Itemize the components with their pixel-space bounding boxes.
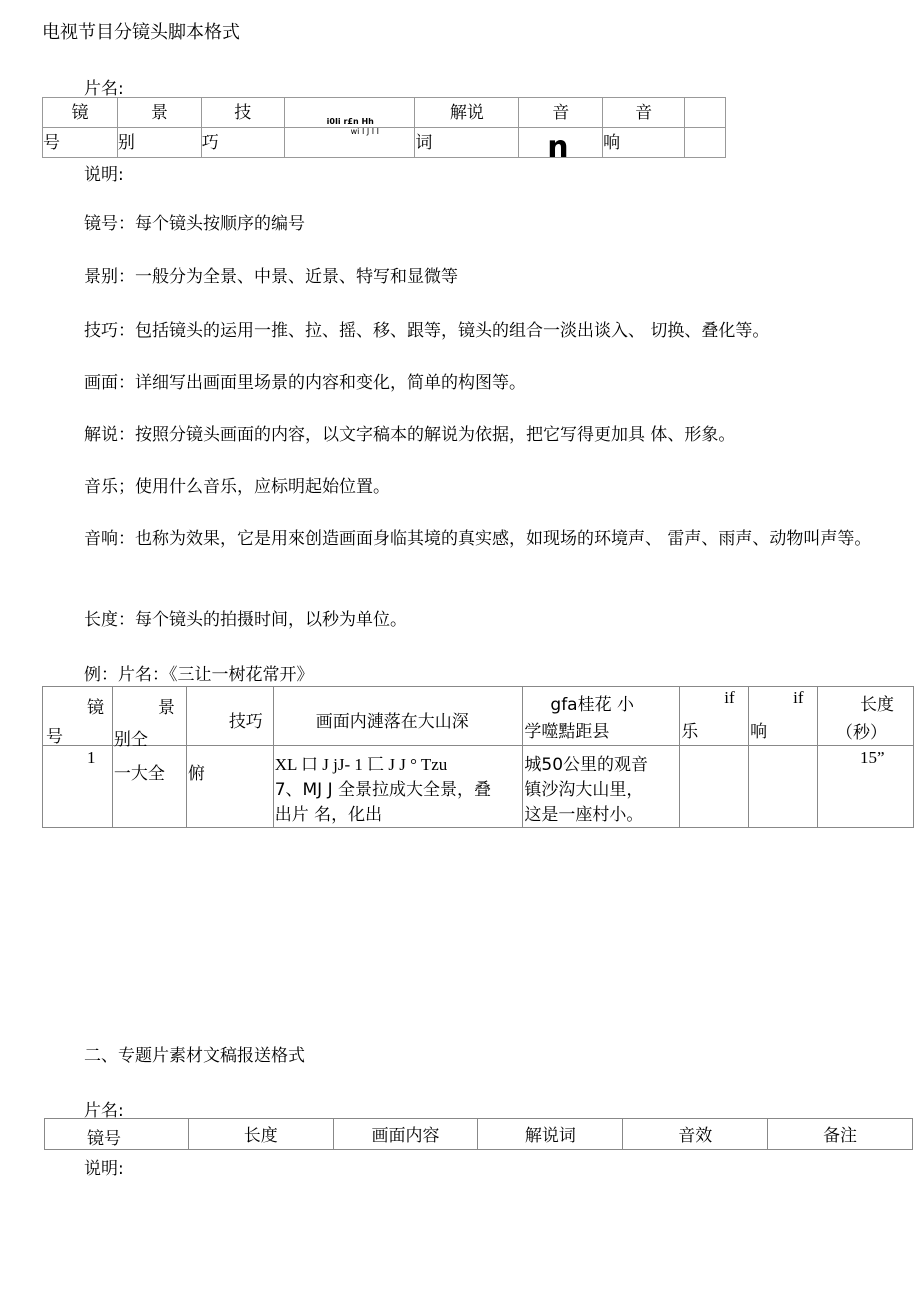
note-shot-number: 镜号：每个镜头按顺序的编号 — [84, 214, 305, 234]
table-cell: 备注 — [768, 1119, 913, 1150]
table-cell: 解说 — [415, 98, 519, 128]
table-row — [43, 128, 726, 158]
table-cell: 长度 — [188, 1119, 333, 1150]
submission-format-table — [44, 1118, 913, 1150]
table-cell: 一大全 — [112, 746, 186, 828]
note-picture: 画面：详细写出画面里场景的内容和变化，简单的构图等。 — [84, 373, 526, 393]
table-cell: 俯 — [186, 746, 273, 828]
table-cell — [749, 746, 818, 828]
table-cell: 音效 — [623, 1119, 768, 1150]
notes-label: 说明: — [84, 160, 124, 185]
section2-film-name-label: 片名: — [84, 1101, 124, 1121]
table-cell: 画面内容 — [333, 1119, 478, 1150]
table-cell: gfa桂花 小 学噬黠距县 — [523, 687, 680, 746]
table-cell: 15” — [818, 746, 914, 828]
note-music: 音乐；使用什么音乐，应标明起始位置。 — [84, 477, 390, 497]
table-cell: 长度 （秒） — [818, 687, 914, 746]
table-cell: 镜 — [43, 98, 118, 128]
note-technique: 技巧：包括镜头的运用一推、拉、摇、移、跟等，镜头的组合一淡出谈入、 切换、叠化等。 — [84, 321, 770, 341]
table-row — [43, 746, 914, 828]
section2-notes-label: 说明: — [84, 1159, 124, 1179]
table-cell — [284, 98, 415, 128]
example-label: 例：片名：《三让一树花常开》 — [84, 665, 314, 685]
table-cell — [685, 128, 726, 158]
note-length: 长度：每个镜头的拍摄时间，以秒为单位。 — [84, 610, 407, 630]
table-cell: 号 — [43, 128, 118, 158]
table-cell: 1 — [43, 746, 113, 828]
note-shot-scale: 景别：一般分为全景、中景、近景、特写和显微等 — [84, 267, 458, 287]
table-cell: 城50公里的观音 镇沙沟大山里， 这是一座村小。 — [523, 746, 680, 828]
table-cell: if 乐 — [680, 687, 749, 746]
note-sound-effects: 音响：也称为效果，它是用來创造画面身临其境的真实感，如现场的环境声、 雷声、雨声、动物叫声等。 — [84, 529, 872, 549]
garbled-header-bottom: wi I J I I — [350, 127, 380, 136]
table-cell: 巧 — [201, 128, 284, 158]
table-cell: 镜号 — [45, 1119, 189, 1150]
table-row — [45, 1119, 913, 1150]
film-name-label: 片名: — [84, 79, 124, 99]
stray-glyph: n — [547, 130, 569, 165]
table-cell: 镜 号 — [43, 687, 113, 746]
table-cell: XL 口 J jJ- 1 匸 J J ° Tzu 7、MJ J 全景拉成大全景，叠 出片 名，化出 — [273, 746, 523, 828]
table-cell — [519, 128, 603, 165]
table-cell: 技 — [201, 98, 284, 128]
table-cell: if 响 — [749, 687, 818, 746]
note-narration: 解说：按照分镜头画面的内容，以文字稿本的解说为依据，把它写得更加具 体、形象。 — [84, 425, 736, 445]
table-cell: 景 — [117, 98, 201, 128]
table-cell: 响 — [603, 128, 685, 158]
example-table — [42, 686, 914, 828]
table-cell: 解说词 — [478, 1119, 623, 1150]
table-cell — [680, 746, 749, 828]
table-cell — [284, 128, 415, 158]
section2-title: 二、专题片素材文稿报送格式 — [84, 1046, 305, 1066]
table-cell: 景 别仝 — [112, 687, 186, 746]
document-title: 电视节目分镜头脚本格式 — [42, 22, 240, 43]
storyboard-format-table — [42, 97, 726, 165]
garbled-header-top: i0Ii r£n Hh — [326, 117, 374, 126]
table-cell: 画面内漣落在大山深 — [273, 687, 523, 746]
table-cell — [685, 98, 726, 128]
table-cell: 词 — [415, 128, 519, 158]
table-cell: 技巧 — [186, 687, 273, 746]
table-row — [43, 98, 726, 128]
table-cell: 音 — [519, 98, 603, 128]
table-cell: 音 — [603, 98, 685, 128]
table-row — [43, 687, 914, 746]
table-cell: 别 — [117, 128, 201, 158]
